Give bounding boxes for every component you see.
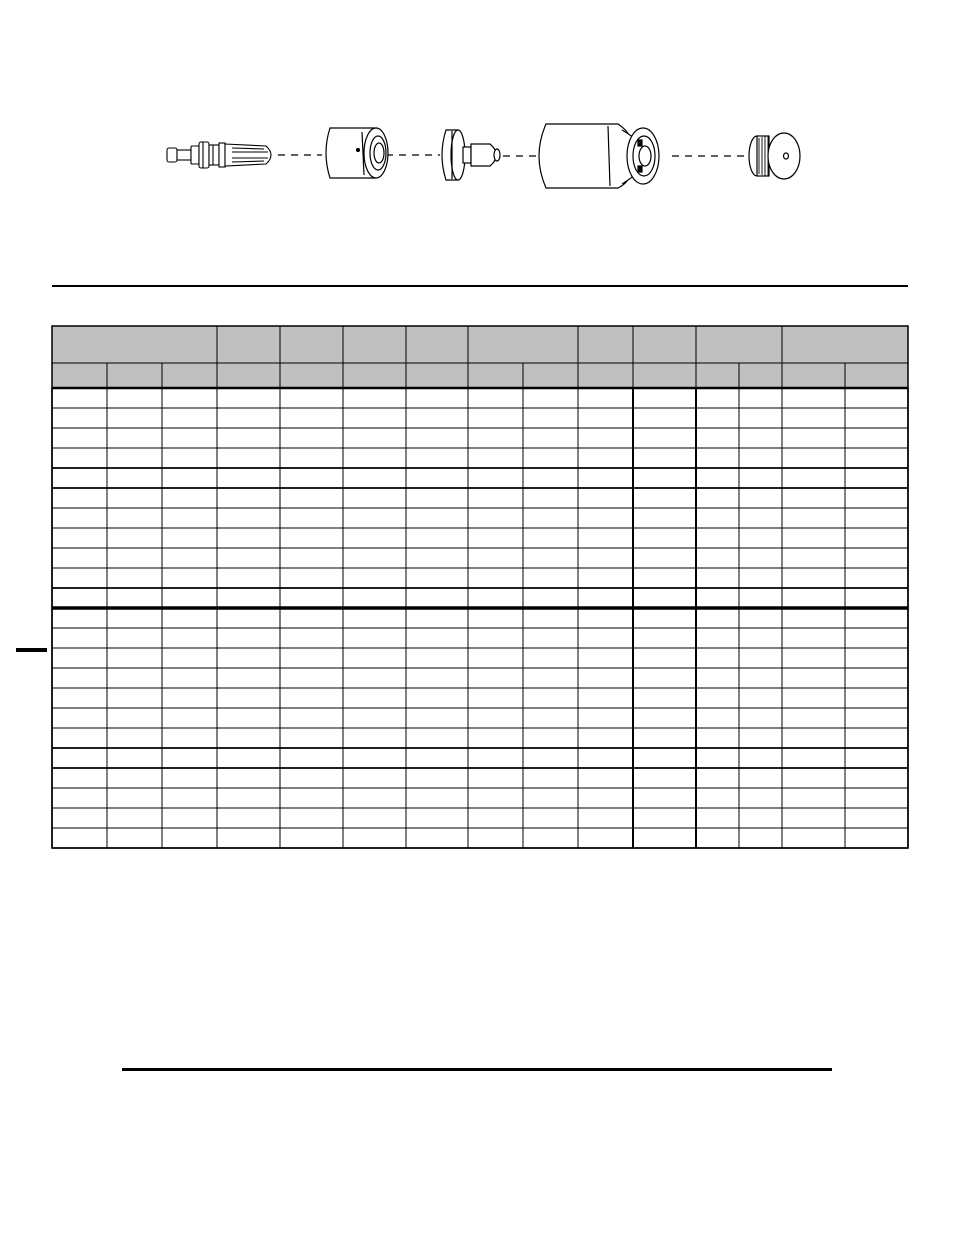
section-rule-bottom xyxy=(122,1068,832,1071)
page-side-tab xyxy=(16,648,47,652)
table-frame xyxy=(52,326,908,848)
header-band xyxy=(52,326,908,388)
